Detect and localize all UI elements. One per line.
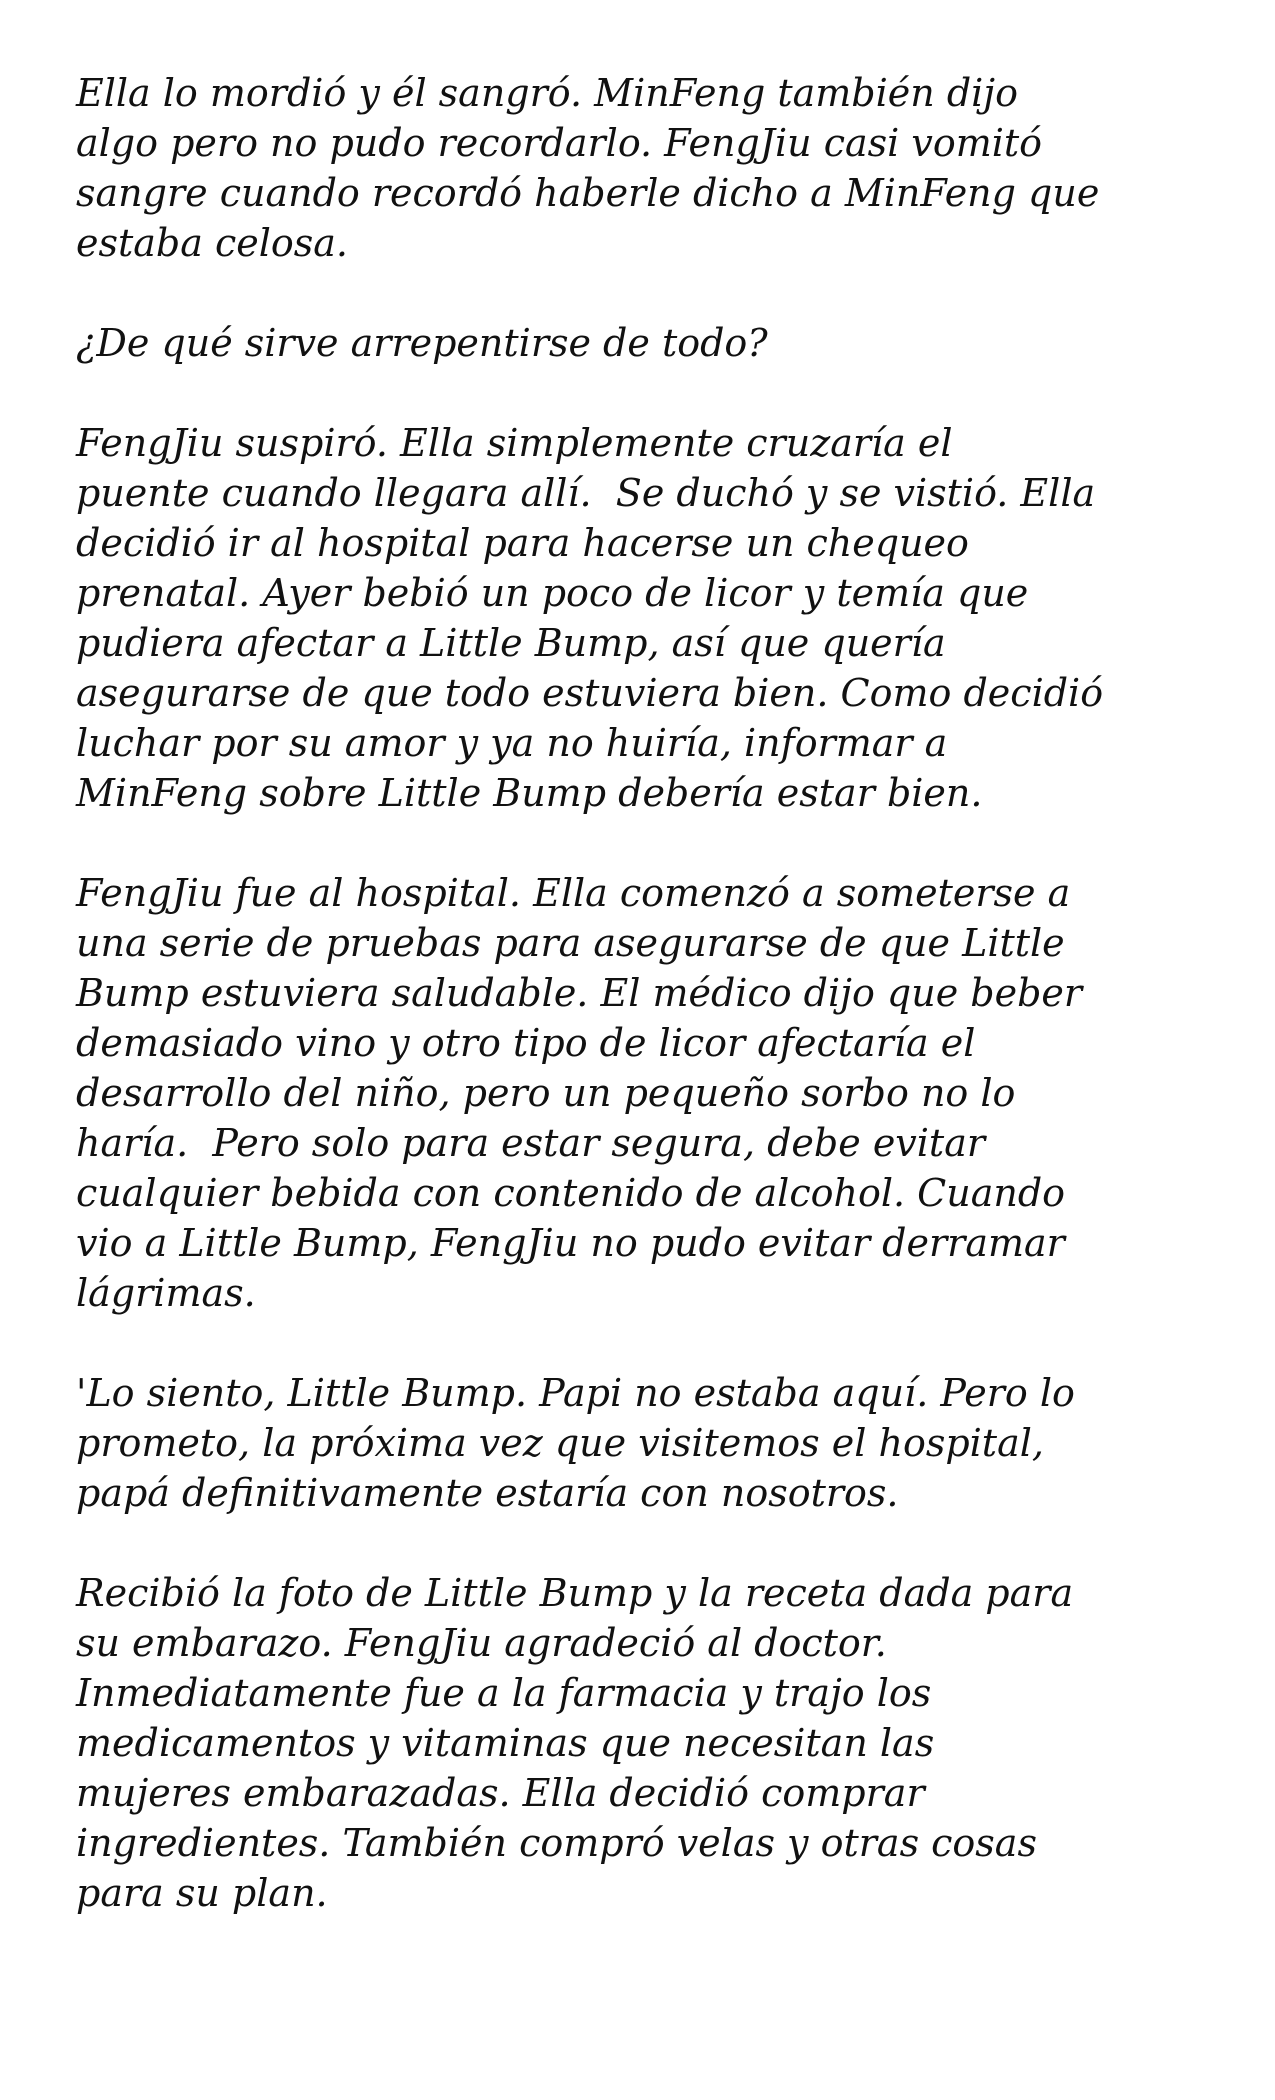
text-line: sangre cuando recordó haberle dicho a MinFeng que [76, 171, 1100, 215]
paragraph-1 [76, 68, 1226, 268]
paragraph-2 [76, 318, 1226, 368]
text-line: ingredientes. También compró velas y otras cosas [76, 1821, 1037, 1865]
text-line: ¿De qué sirve arrepentirse de todo? [76, 321, 768, 365]
text-line: papá definitivamente estaría con nosotros. [76, 1471, 899, 1515]
text-line: su embarazo. FengJiu agradeció al doctor. [76, 1621, 887, 1665]
document-page [76, 68, 1226, 1968]
paragraph-5 [76, 1368, 1226, 1518]
text-line: FengJiu fue al hospital. Ella comenzó a someterse a [76, 871, 1071, 915]
text-line: decidió ir al hospital para hacerse un chequeo [76, 521, 969, 565]
text-line: medicamentos y vitaminas que necesitan las [76, 1721, 935, 1765]
text-line: Bump estuviera saludable. El médico dijo que beber [76, 971, 1083, 1015]
text-line: una serie de pruebas para asegurarse de que Little [76, 921, 1065, 965]
text-line: algo pero no pudo recordarlo. FengJiu casi vomitó [76, 121, 1043, 165]
text-line: asegurarse de que todo estuviera bien. Como decidió [76, 671, 1104, 715]
text-line: vio a Little Bump, FengJiu no pudo evitar derramar [76, 1221, 1065, 1265]
text-line: pudiera afectar a Little Bump, así que quería [76, 621, 946, 665]
text-line: Inmediatamente fue a la farmacia y trajo los [76, 1671, 932, 1715]
text-line: prometo, la próxima vez que visitemos el hospital, [76, 1421, 1044, 1465]
text-line: para su plan. [76, 1871, 328, 1915]
paragraph-4 [76, 868, 1226, 1318]
text-line: haría. Pero solo para estar segura, debe evitar [76, 1121, 986, 1165]
text-line: prenatal. Ayer bebió un poco de licor y temía que [76, 571, 1029, 615]
text-line: desarrollo del niño, pero un pequeño sorbo no lo [76, 1071, 1016, 1115]
text-line: Ella lo mordió y él sangró. MinFeng también dijo [76, 71, 1018, 115]
text-line: MinFeng sobre Little Bump debería estar bien. [76, 771, 983, 815]
text-line: estaba celosa. [76, 221, 349, 265]
text-line: lágrimas. [76, 1271, 256, 1315]
text-line: Recibió la foto de Little Bump y la receta dada para [76, 1571, 1074, 1615]
text-line: demasiado vino y otro tipo de licor afectaría el [76, 1021, 976, 1065]
text-line: puente cuando llegara allí. Se duchó y se vistió. Ella [76, 471, 1096, 515]
text-line: FengJiu suspiró. Ella simplemente cruzaría el [76, 421, 953, 465]
text-line: cualquier bebida con contenido de alcohol. Cuando [76, 1171, 1066, 1215]
text-line: 'Lo siento, Little Bump. Papi no estaba aquí. Pero lo [76, 1371, 1075, 1415]
paragraph-3 [76, 418, 1226, 818]
text-line: luchar por su amor y ya no huiría, informar a [76, 721, 948, 765]
text-line: mujeres embarazadas. Ella decidió comprar [76, 1771, 925, 1815]
paragraph-6 [76, 1568, 1226, 1918]
